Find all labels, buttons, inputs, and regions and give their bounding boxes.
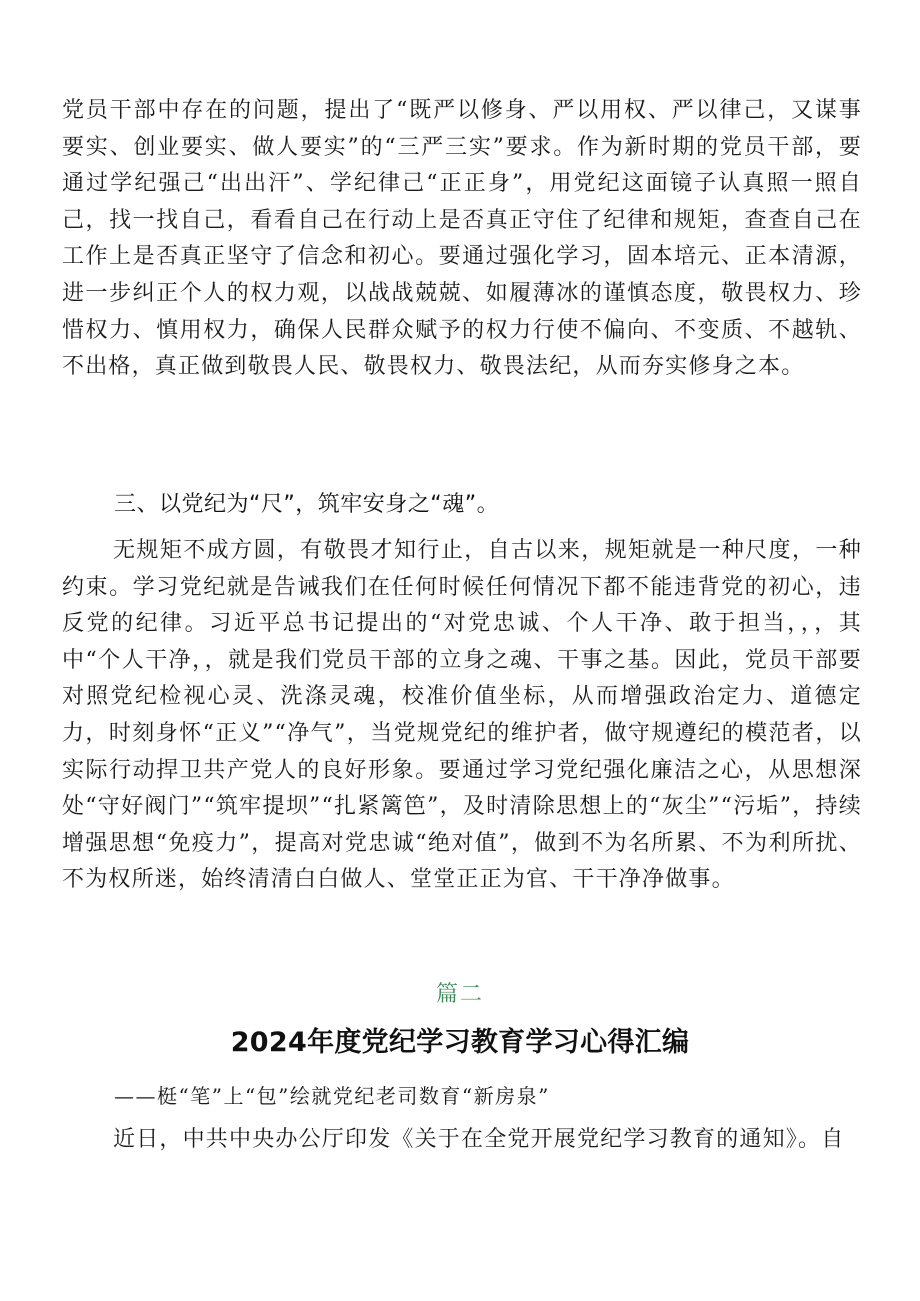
section-tag: 篇二: [435, 982, 484, 1007]
document-subtitle: ——梃“笔”上“包”绘就党纪老司数育“新房泉”: [114, 1084, 550, 1108]
body-paragraph-1: 党员干部中存在的问题，提出了“既严以修身、严以用权、严以律己，又谋事要实、创业要实、做人要实”的“三严三实”要求。作为新时期的党员干部，要通过学纪强己“出出汗”、学纪律己“正正身”，用党纪这面镜子认真照一照自己，找一找自己，看看自己在行动上是否真正守住了纪律和规矩，查查自己在工作上是否真正坚守了信念和初心。要通过强化学习，固本培元、正本清源，进一步纠正个人的权力观，以战战兢兢、如履薄冰的谨慎态度，敬畏权力、珍惜权力、慎用权力，确保人民群众赋予的权力行使不偏向、不变质、不越轨、不出格，真正做到敬畏人民、敬畏权力、敬畏法纪，从而夯实修身之本。: [62, 98, 862, 380]
section-heading-3: 三、以党纪为“尺”，筑牢安身之“魂”。: [114, 492, 500, 517]
body-paragraph-3: 近日，中共中央办公厅印发《关于在全党开展党纪学习教育的通知》。自: [113, 1127, 845, 1152]
body-paragraph-2: 无规矩不成方圆，有敬畏才知行止，自古以来，规矩就是一种尺度，一种约束。学习党纪就是告诫我们在任何时候任何情况下都不能违背党的初心，违反党的纪律。习近平总书记提出的“对党忠诚、个人干净、敢于担当，，，其中“个人干净，，就是我们党员干部的立身之魂、干事之基。因此，党员干部要对照党纪检视心灵、洗涤灵魂，校准价值坐标，从而增强政治定力、道德定力，时刻身怀“正义”“净气”，当党规党纪的维护者，做守规遵纪的模范者，以实际行动捍卫共产党人的良好形象。要通过学习党纪强化廉洁之心，从思想深处“守好阀门”“筑牢提坝”“扎紧篱笆”，及时清除思想上的“灰尘”“污垢”，持续增强思想“免疫力”，提高对党忠诚“绝对值”，做到不为名所累、不为利所扰、不为权所迷，始终清清白白做人、堂堂正正为官、干干净净做事。: [62, 538, 862, 893]
document-title: 2024年度党纪学习教育学习心得汇编: [230, 1027, 690, 1058]
